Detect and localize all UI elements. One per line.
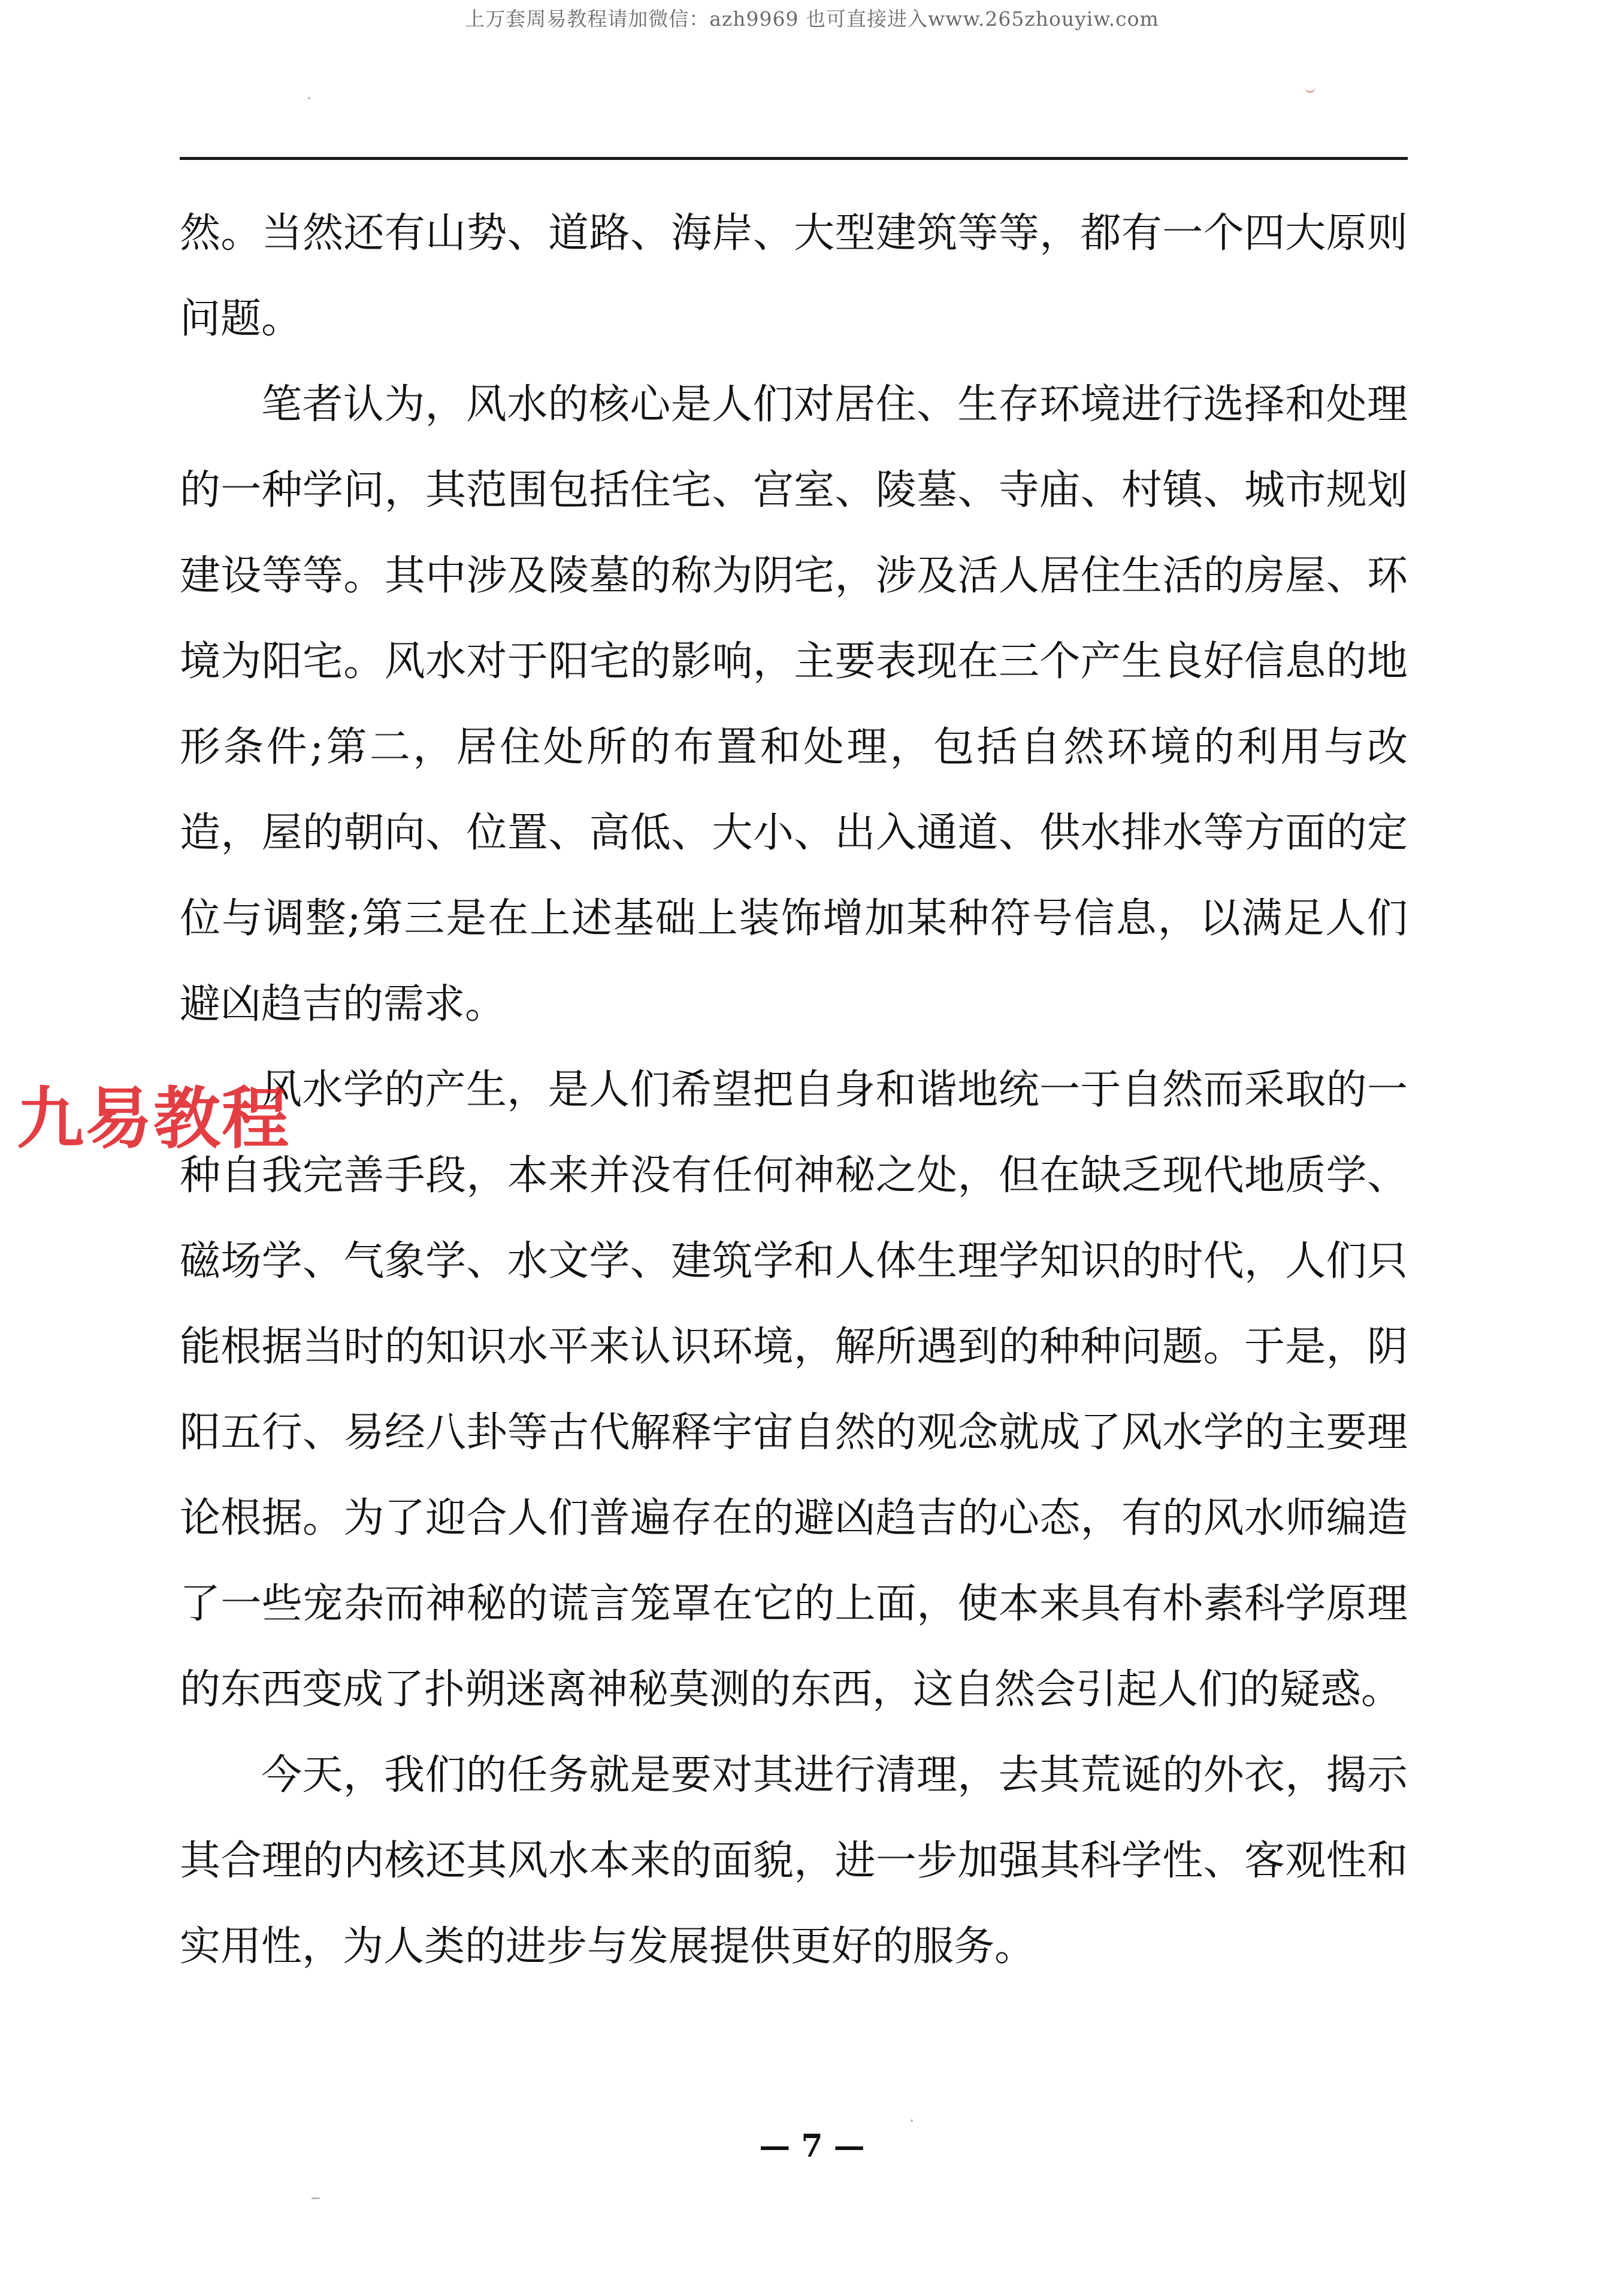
scan-speck (312, 2197, 320, 2199)
watermark-logo: 九易教程 (17, 1080, 290, 1158)
paragraph-continuation: 然。当然还有山势、道路、海岸、大型建筑等等，都有一个四大原则问题。 (180, 210, 1408, 343)
header-banner: 上万套周易教程请加微信：azh9969 也可直接进入www.265zhouyiw.com (465, 7, 1159, 31)
page-number: — 7 — (759, 2128, 865, 2164)
page-body (180, 191, 1408, 1989)
paragraph-today-task: 今天，我们的任务就是要对其进行清理，去其荒诞的外衣，揭示其合理的内核还其风水本来的面貌，进一步加强其科学性、客观性和实用性，为人类的进步与发展提供更好的服务。 (180, 1752, 1408, 1970)
header-rule (180, 157, 1408, 160)
paragraph-fengshui-core: 笔者认为，风水的核心是人们对居住、生存环境进行选择和处理的一种学问，其范围包括住宅、宫室、陵墓、寺庙、村镇、城市规划建设等等。其中涉及陵墓的称为阴宅，涉及活人居住生活的房屋、环境为阳宅。风水对于阳宅的影响，主要表现在三个产生良好信息的地形条件;第二，居住处所的布置和处理，包括自然环境的利用与改造，屋的朝向、位置、高低、大小、出入通道、供水排水等方面的定位与调整;第三是在上述基础上装饰增加某种符号信息，以满足人们避凶趋吉的需求。 (180, 381, 1408, 1028)
scan-speck (308, 97, 310, 99)
scan-red-mark (1305, 87, 1315, 93)
paragraph-fengshui-origin: 风水学的产生，是人们希望把自身和谐地统一于自然而采取的一种自我完善手段，本来并没有任何神秘之处，但在缺乏现代地质学、磁场学、气象学、水文学、建筑学和人体生理学知识的时代，人们只能根据当时的知识水平来认识环境，解所遇到的种种问题。于是，阴阳五行、易经八卦等古代解释宇宙自然的观念就成了风水学的主要理论根据。为了迎合人们普遍存在的避凶趋吉的心态，有的风水师编造了一些宠杂而神秘的谎言笼罩在它的上面，使本来具有朴素科学原理的东西变成了扑朔迷离神秘莫测的东西，这自然会引起人们的疑惑。 (180, 1066, 1408, 1713)
scan-speck (911, 2119, 913, 2122)
